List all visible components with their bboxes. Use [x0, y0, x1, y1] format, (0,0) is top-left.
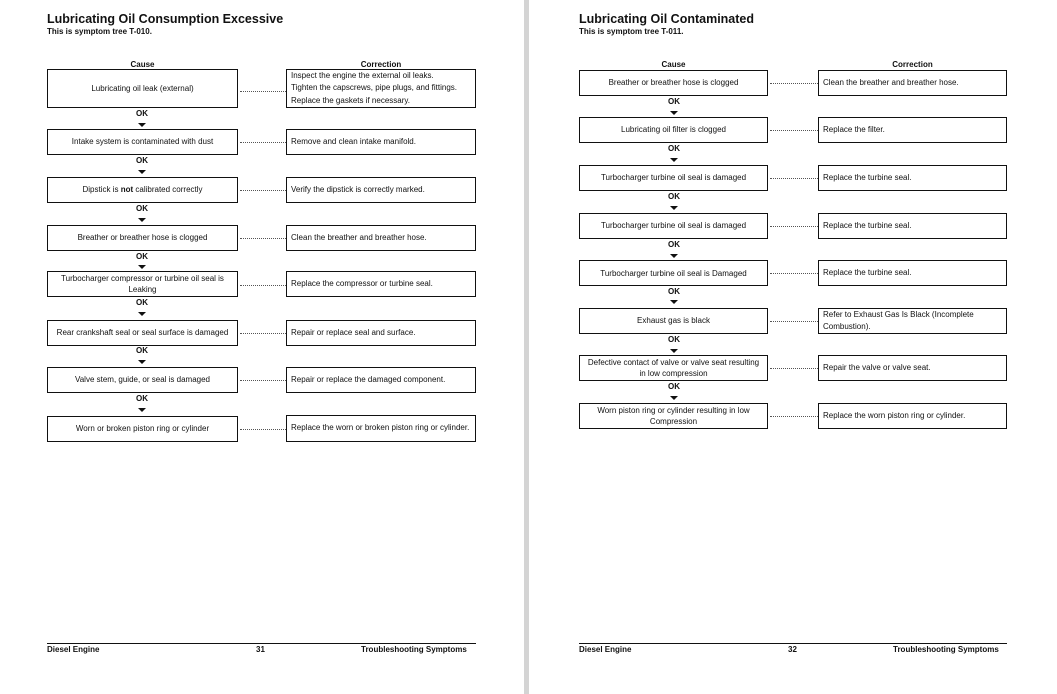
- arrow-down-icon: [670, 396, 678, 400]
- correction-text: Refer to Exhaust Gas Is Black (Incomplete Combustion).: [823, 310, 974, 331]
- correction-header: Correction: [360, 60, 402, 69]
- cause-box: [579, 165, 768, 191]
- arrow-down-icon: [670, 349, 678, 353]
- correction-box: [818, 355, 1007, 381]
- correction-text: Replace the turbine seal.: [823, 172, 912, 182]
- connector-line: [770, 368, 818, 369]
- cause-box: [579, 70, 768, 96]
- cause-text: Valve stem, guide, or seal is damaged: [74, 375, 211, 384]
- footer-right: Troubleshooting Symptoms: [361, 645, 467, 654]
- arrow-down-icon: [138, 265, 146, 269]
- cause-text: Lubricating oil filter is clogged: [621, 125, 726, 134]
- connector-line: [770, 226, 818, 227]
- correction-box: [818, 403, 1007, 429]
- connector-line: [240, 285, 286, 286]
- cause-box: [579, 260, 768, 286]
- correction-text: Replace the gaskets if necessary.: [291, 95, 411, 105]
- ok-label: OK: [668, 192, 680, 201]
- footer-rule: [47, 643, 476, 644]
- cause-text: Worn or broken piston ring or cylinder: [75, 424, 210, 433]
- correction-box: [286, 225, 476, 251]
- correction-text: Clean the breather and breather hose.: [291, 232, 427, 242]
- ok-label: OK: [668, 144, 680, 153]
- correction-box: [286, 320, 476, 346]
- page-31: [0, 0, 524, 694]
- correction-text: Replace the worn or broken piston ring or cylinder.: [291, 423, 470, 433]
- correction-box: [818, 70, 1007, 96]
- correction-text: Repair the valve or valve seat.: [823, 362, 931, 372]
- correction-text: Remove and clean intake manifold.: [291, 136, 416, 146]
- ok-label: OK: [136, 346, 148, 355]
- correction-box: [286, 69, 476, 108]
- cause-text: Breather or breather hose is clogged: [77, 233, 208, 242]
- ok-label: OK: [668, 240, 680, 249]
- cause-box: [579, 355, 768, 381]
- ok-label: OK: [136, 156, 148, 165]
- ok-label: OK: [136, 252, 148, 261]
- correction-box: [286, 367, 476, 393]
- connector-line: [240, 380, 286, 381]
- arrow-down-icon: [138, 408, 146, 412]
- ok-label: OK: [668, 287, 680, 296]
- correction-text: Repair or replace seal and surface.: [291, 327, 416, 337]
- connector-line: [240, 429, 286, 430]
- connector-line: [240, 91, 286, 92]
- footer-right: Troubleshooting Symptoms: [893, 645, 999, 654]
- correction-text: Clean the breather and breather hose.: [823, 77, 959, 87]
- connector-line: [770, 178, 818, 179]
- cause-text: Turbocharger turbine oil seal is Damaged: [600, 268, 747, 278]
- cause-text: Worn piston ring or cylinder resulting in low Compression: [597, 405, 750, 426]
- page-subtitle: This is symptom tree T-010.: [47, 27, 152, 36]
- ok-label: OK: [136, 109, 148, 118]
- cause-box: [47, 129, 238, 155]
- connector-line: [240, 333, 286, 334]
- cause-box: [47, 69, 238, 108]
- cause-text: Turbocharger turbine oil seal is damaged: [600, 221, 747, 230]
- arrow-down-icon: [670, 111, 678, 115]
- cause-box: [47, 320, 238, 346]
- correction-text: Inspect the engine the external oil leaks.: [291, 70, 434, 80]
- arrow-down-icon: [670, 158, 678, 162]
- arrow-down-icon: [670, 300, 678, 304]
- correction-text: Replace the turbine seal.: [823, 220, 912, 230]
- cause-text: Intake system is contaminated with dust: [71, 137, 214, 146]
- cause-box: [579, 117, 768, 143]
- ok-label: OK: [136, 394, 148, 403]
- cause-header: Cause: [661, 60, 686, 69]
- correction-text: Replace the turbine seal.: [823, 267, 912, 277]
- arrow-down-icon: [670, 254, 678, 258]
- cause-box: [579, 308, 768, 334]
- correction-text: Replace the filter.: [823, 124, 885, 134]
- arrow-down-icon: [138, 312, 146, 316]
- correction-box: [818, 165, 1007, 191]
- cause-text: Dipstick is not calibrated correctly: [82, 185, 203, 194]
- correction-text: Replace the worn piston ring or cylinder.: [823, 410, 966, 420]
- ok-label: OK: [136, 204, 148, 213]
- cause-box: [579, 403, 768, 429]
- page-32: [529, 0, 1057, 694]
- arrow-down-icon: [138, 360, 146, 364]
- ok-label: OK: [136, 298, 148, 307]
- page-number: 31: [256, 645, 265, 654]
- ok-label: OK: [668, 382, 680, 391]
- arrow-down-icon: [138, 170, 146, 174]
- cause-text: Lubricating oil leak (external): [91, 83, 194, 93]
- correction-text: Repair or replace the damaged component.: [291, 374, 446, 384]
- connector-line: [770, 321, 818, 322]
- correction-text: Verify the dipstick is correctly marked.: [291, 184, 425, 194]
- connector-line: [240, 238, 286, 239]
- ok-label: OK: [668, 335, 680, 344]
- footer-left: Diesel Engine: [579, 645, 632, 654]
- page-subtitle: This is symptom tree T-011.: [579, 27, 684, 36]
- connector-line: [240, 142, 286, 143]
- connector-line: [770, 130, 818, 131]
- connector-line: [240, 190, 286, 191]
- correction-box: [818, 260, 1007, 286]
- arrow-down-icon: [138, 123, 146, 127]
- cause-box: [579, 213, 768, 239]
- arrow-down-icon: [138, 218, 146, 222]
- cause-box: [47, 177, 238, 203]
- correction-box: [286, 129, 476, 155]
- correction-box: [286, 271, 476, 297]
- cause-text: Breather or breather hose is clogged: [608, 78, 739, 87]
- cause-box: [47, 367, 238, 393]
- footer-rule: [579, 643, 1007, 644]
- correction-box: [286, 415, 476, 442]
- footer-left: Diesel Engine: [47, 645, 100, 654]
- connector-line: [770, 273, 818, 274]
- cause-box: [47, 271, 238, 297]
- page-number: 32: [788, 645, 797, 654]
- cause-header: Cause: [130, 60, 155, 69]
- correction-text: Tighten the capscrews, pipe plugs, and fittings.: [291, 83, 458, 93]
- correction-box: [818, 117, 1007, 143]
- cause-text: Rear crankshaft seal or seal surface is damaged: [56, 328, 229, 337]
- correction-text: Replace the compressor or turbine seal.: [291, 278, 433, 288]
- correction-box: [818, 213, 1007, 239]
- cause-text: Defective contact of valve or valve seat resulting in low compression: [587, 357, 760, 378]
- cause-box: [47, 416, 238, 442]
- connector-line: [770, 416, 818, 417]
- correction-header: Correction: [892, 60, 933, 69]
- page-title: Lubricating Oil Contaminated: [579, 12, 755, 26]
- page-title: Lubricating Oil Consumption Excessive: [47, 12, 284, 26]
- correction-box: [286, 177, 476, 203]
- cause-box: [47, 225, 238, 251]
- arrow-down-icon: [670, 206, 678, 210]
- cause-text: Turbocharger turbine oil seal is damaged: [600, 173, 747, 182]
- correction-box: [818, 308, 1007, 334]
- cause-text: Turbocharger compressor or turbine oil seal is Leaking: [61, 274, 224, 294]
- ok-label: OK: [668, 97, 680, 106]
- cause-text: Exhaust gas is black: [637, 316, 710, 325]
- connector-line: [770, 83, 818, 84]
